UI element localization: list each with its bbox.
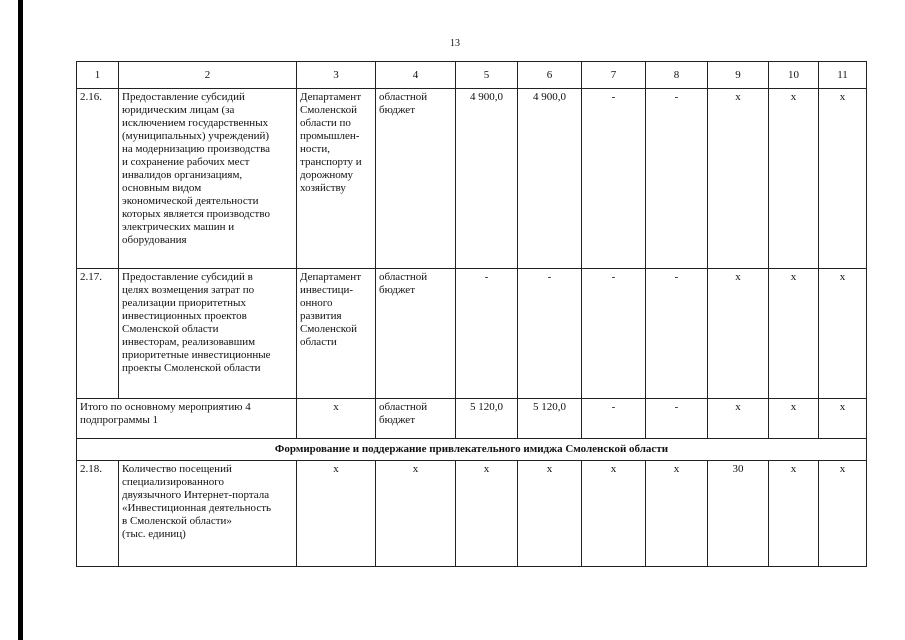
value-cell: -	[582, 269, 646, 399]
total-row	[77, 399, 867, 439]
table-row	[77, 461, 867, 567]
row-number: 2.18.	[77, 461, 119, 567]
header-cell: 1	[77, 62, 119, 89]
header-cell: 3	[297, 62, 376, 89]
header-cell: 10	[769, 62, 819, 89]
value-cell: 4 900,0	[518, 89, 582, 269]
value-cell: х	[708, 89, 769, 269]
row-number: 2.17.	[77, 269, 119, 399]
header-cell: 9	[708, 62, 769, 89]
value-cell: 4 900,0	[456, 89, 518, 269]
value-cell: 30	[708, 461, 769, 567]
value-cell: х	[582, 461, 646, 567]
table-row	[77, 89, 867, 269]
table-row	[77, 269, 867, 399]
program-table	[76, 61, 867, 567]
header-cell: 11	[819, 62, 867, 89]
value-cell: -	[646, 269, 708, 399]
value-cell: х	[819, 399, 867, 439]
funding-source: областной бюджет	[376, 269, 456, 399]
header-cell: 6	[518, 62, 582, 89]
value-cell: х	[518, 461, 582, 567]
value-cell: 5 120,0	[456, 399, 518, 439]
executor: Департамент инвестици- онного развития Смоленской области	[297, 269, 376, 399]
header-cell: 8	[646, 62, 708, 89]
measure-name: Предоставление субсидий в целях возмещения затрат по реализации приоритетных инвестиционных проектов Смоленской области инвесторам, реализовавшим приоритетные инвестиционные проекты Смоленской области	[119, 269, 297, 399]
page-number: 13	[450, 38, 460, 49]
value-cell: х	[769, 269, 819, 399]
value-cell: х	[769, 461, 819, 567]
measure-name: Количество посещений специализированного двуязычного Интернет-портала «Инвестиционная деятельность в Смоленской области» (тыс. единиц)	[119, 461, 297, 567]
value-cell: -	[582, 399, 646, 439]
executor: х	[297, 399, 376, 439]
executor: Департамент Смоленской области по промышлен- ности, транспорту и дорожному хозяйству	[297, 89, 376, 269]
value-cell: -	[582, 89, 646, 269]
section-row	[77, 439, 867, 461]
value-cell: -	[646, 89, 708, 269]
value-cell: х	[769, 89, 819, 269]
header-cell: 2	[119, 62, 297, 89]
value-cell: х	[819, 89, 867, 269]
measure-name: Предоставление субсидий юридическим лицам (за исключением государственных (муниципальных) учреждений) на модернизацию производства и сохранение рабочих мест инвалидов организациям, основным видом экономической деятельности которых является производство электрических машин и оборудования	[119, 89, 297, 269]
value-cell: х	[646, 461, 708, 567]
row-number: 2.16.	[77, 89, 119, 269]
value-cell: -	[456, 269, 518, 399]
header-cell: 5	[456, 62, 518, 89]
funding-source: областной бюджет	[376, 89, 456, 269]
left-margin-bar	[18, 0, 23, 640]
total-label: Итого по основному мероприятию 4 подпрограммы 1	[77, 399, 297, 439]
value-cell: -	[646, 399, 708, 439]
header-cell: 4	[376, 62, 456, 89]
value-cell: х	[708, 399, 769, 439]
value-cell: х	[769, 399, 819, 439]
value-cell: -	[518, 269, 582, 399]
column-number-row	[77, 62, 867, 89]
header-cell: 7	[582, 62, 646, 89]
value-cell: х	[819, 269, 867, 399]
value-cell: х	[456, 461, 518, 567]
value-cell: х	[297, 461, 376, 567]
section-title: Формирование и поддержание привлекательного имиджа Смоленской области	[77, 439, 867, 461]
value-cell: 5 120,0	[518, 399, 582, 439]
value-cell: х	[819, 461, 867, 567]
value-cell: х	[376, 461, 456, 567]
funding-source: областной бюджет	[376, 399, 456, 439]
value-cell: х	[708, 269, 769, 399]
